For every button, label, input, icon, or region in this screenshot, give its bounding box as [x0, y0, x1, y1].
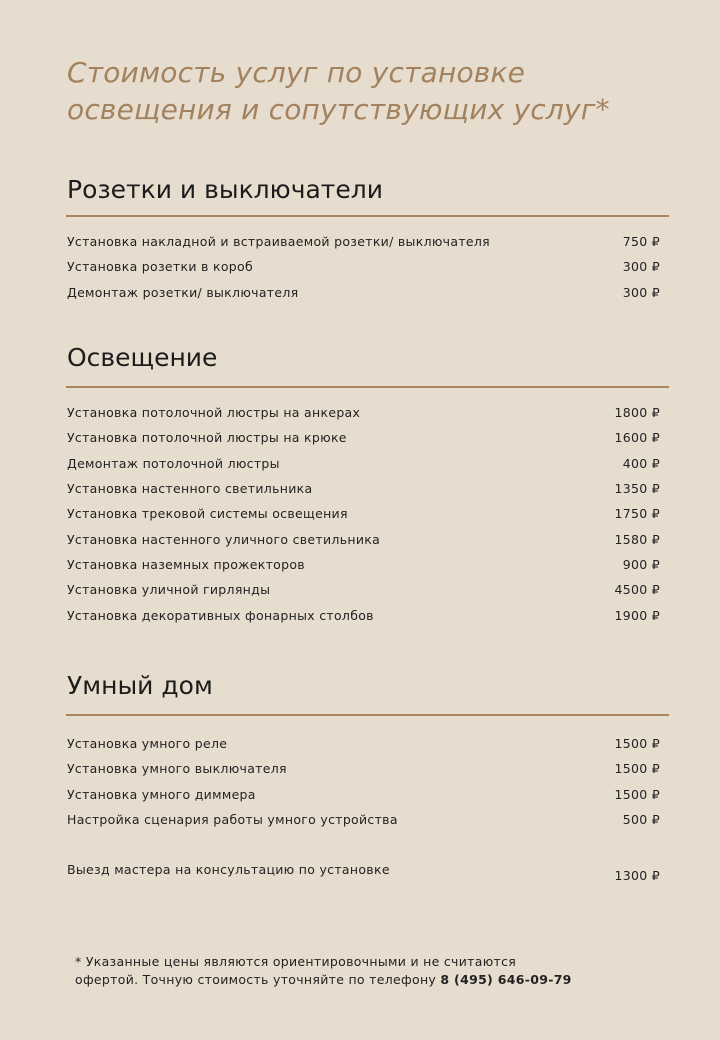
price-row — [67, 579, 660, 599]
price-row — [67, 282, 660, 302]
price-row — [67, 478, 660, 498]
service-name: Установка настенного светильника — [67, 480, 313, 496]
price-row — [67, 231, 660, 251]
price-row — [67, 758, 660, 778]
price-row — [67, 529, 660, 549]
service-price: 500 ₽ — [622, 811, 660, 827]
service-name: Демонтаж розетки/ выключателя — [67, 284, 299, 300]
price-row — [67, 503, 660, 523]
service-name: Установка потолочной люстры на крюке — [67, 429, 347, 445]
service-name: Установка потолочной люстры на анкерах — [67, 404, 361, 420]
footnote-text: офертой. Точную стоимость уточняйте по телефону — [75, 972, 437, 987]
price-row — [67, 256, 660, 276]
service-name: Настройка сценария работы умного устройства — [67, 811, 398, 827]
service-name: Установка декоративных фонарных столбов — [67, 607, 374, 623]
price-row — [67, 733, 660, 753]
service-price: 1500 ₽ — [614, 760, 660, 776]
service-price: 900 ₽ — [622, 556, 660, 572]
price-row — [67, 427, 660, 447]
service-price: 1600 ₽ — [614, 429, 660, 445]
service-price: 1300 ₽ — [614, 868, 660, 883]
section-heading-lighting: Освещение — [67, 343, 218, 372]
footnote-line — [75, 971, 635, 989]
service-price: 300 ₽ — [622, 284, 660, 300]
service-price: 1800 ₽ — [614, 404, 660, 420]
service-price: 1500 ₽ — [614, 786, 660, 802]
service-name: Установка умного диммера — [67, 786, 256, 802]
service-name: Выезд мастера на консультацию по установке — [67, 862, 390, 877]
section-divider — [66, 386, 669, 388]
service-name: Установка умного реле — [67, 735, 228, 751]
page-title: Стоимость услуг по установке освещения и сопутствующих услуг* — [67, 56, 610, 126]
service-name: Установка умного выключателя — [67, 760, 287, 776]
service-price: 1750 ₽ — [614, 505, 660, 521]
price-row-consultation — [67, 862, 660, 894]
section-divider — [66, 215, 669, 217]
footnote — [75, 953, 635, 989]
phone-number[interactable]: 8 (495) 646-09-79 — [440, 972, 572, 987]
service-name: Установка настенного уличного светильника — [67, 531, 381, 547]
section-heading-smart-home: Умный дом — [67, 671, 213, 700]
service-name: Установка наземных прожекторов — [67, 556, 305, 572]
service-price: 750 ₽ — [622, 233, 660, 249]
service-price: 400 ₽ — [622, 455, 660, 471]
service-price: 1350 ₽ — [614, 480, 660, 496]
price-row — [67, 554, 660, 574]
service-price: 300 ₽ — [622, 258, 660, 274]
service-name: Установка розетки в короб — [67, 258, 253, 274]
price-row — [67, 402, 660, 422]
service-price: 1500 ₽ — [614, 735, 660, 751]
price-row — [67, 453, 660, 473]
price-row — [67, 784, 660, 804]
service-price: 1900 ₽ — [614, 607, 660, 623]
service-price: 4500 ₽ — [614, 581, 660, 597]
service-name: Установка накладной и встраиваемой розетки/ выключателя — [67, 233, 491, 249]
price-row — [67, 605, 660, 625]
service-name: Установка уличной гирлянды — [67, 581, 271, 597]
section-heading-sockets: Розетки и выключатели — [67, 175, 383, 204]
service-name: Установка трековой системы освещения — [67, 505, 348, 521]
service-price: 1580 ₽ — [614, 531, 660, 547]
price-row — [67, 809, 660, 829]
service-name: Демонтаж потолочной люстры — [67, 455, 280, 471]
section-divider — [66, 714, 669, 716]
footnote-line: * Указанные цены являются ориентировочными и не считаются — [75, 954, 517, 969]
